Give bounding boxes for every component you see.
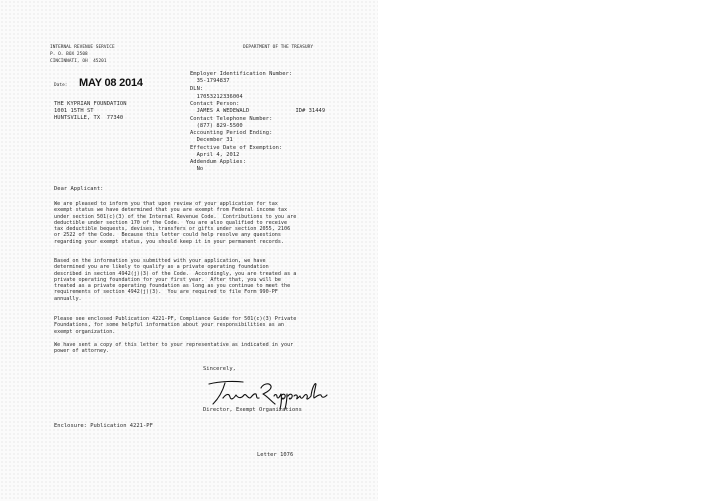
paragraph-2: Based on the information you submitted with your application, we have determined you are likely to qualify as a private operating foundation described in section 4942(j)(3) of the Code. Accordingly, you are treated as a private operating foundation for your first year. After that, you will be treated as a private operating foundation as long as you continue to meet the requirements of section 4942(j)(3). You are required to file Form 990-PF annually. (54, 258, 297, 302)
contact-phone-value: (877) 829-5500 (190, 123, 243, 129)
signature-image (203, 374, 333, 410)
agency-line-1: INTERNAL REVENUE SERVICE (50, 45, 115, 50)
ein-value: 35-1794837 (190, 78, 230, 84)
recipient-city: HUNTSVILLE, TX 77340 (54, 115, 124, 121)
signer-title: Director, Exempt Organizations (203, 407, 302, 413)
accounting-period-label: Accounting Period Ending: (190, 130, 273, 136)
effective-date-label: Effective Date of Exemption: (190, 145, 283, 151)
paragraph-4: We have sent a copy of this letter to your representative as indicated in your power of attorney. (54, 342, 294, 355)
paragraph-3: Please see enclosed Publication 4221-PF, Compliance Guide for 501(c)(3) Private Foundations, for some helpful information about your responsibilities as an exempt organization. (54, 316, 297, 335)
recipient-street: 1001 15TH ST (54, 108, 94, 114)
salutation: Dear Applicant: (54, 186, 104, 192)
agency-line-3: CINCINNATI, OH 45201 (50, 59, 107, 64)
contact-person-label: Contact Person: (190, 101, 240, 107)
department-heading: DEPARTMENT OF THE TREASURY (243, 45, 314, 50)
contact-person-value: JAMES A WEDEWALD ID# 31449 (190, 108, 326, 114)
addendum-label: Addendum Applies: (190, 159, 247, 165)
closing: Sincerely, (203, 366, 236, 372)
contact-phone-label: Contact Telephone Number: (190, 116, 273, 122)
addendum-value: No (190, 166, 204, 172)
enclosure-line: Enclosure: Publication 4221-PF (54, 423, 153, 429)
dln-value: 17053212336004 (190, 94, 243, 100)
dln-label: DLN: (190, 86, 204, 92)
paragraph-1: We are pleased to inform you that upon review of your application for tax exempt status we have determined that you are exempt from Federal income tax under section 501(c)(3) of the Internal Revenue Code. Contributions to you are deductible under section 170 of the Code. You are also qualified to receive tax deductible bequests, devises, transfers or gifts under section 2055, 2106 or 2522 of the Code. Because this letter could help resolve any questions regarding your exempt status, you should keep it in your permanent records. (54, 201, 297, 245)
date-stamp: MAY 08 2014 (79, 77, 143, 89)
agency-line-2: P. O. BOX 2508 (50, 52, 88, 57)
date-label: Date: (54, 83, 68, 88)
effective-date-value: April 4, 2012 (190, 152, 240, 158)
letter-code: Letter 1076 (257, 452, 294, 458)
ein-label: Employer Identification Number: (190, 71, 293, 77)
recipient-name: THE KYPRIAN FOUNDATION (54, 101, 127, 107)
accounting-period-value: December 31 (190, 137, 233, 143)
